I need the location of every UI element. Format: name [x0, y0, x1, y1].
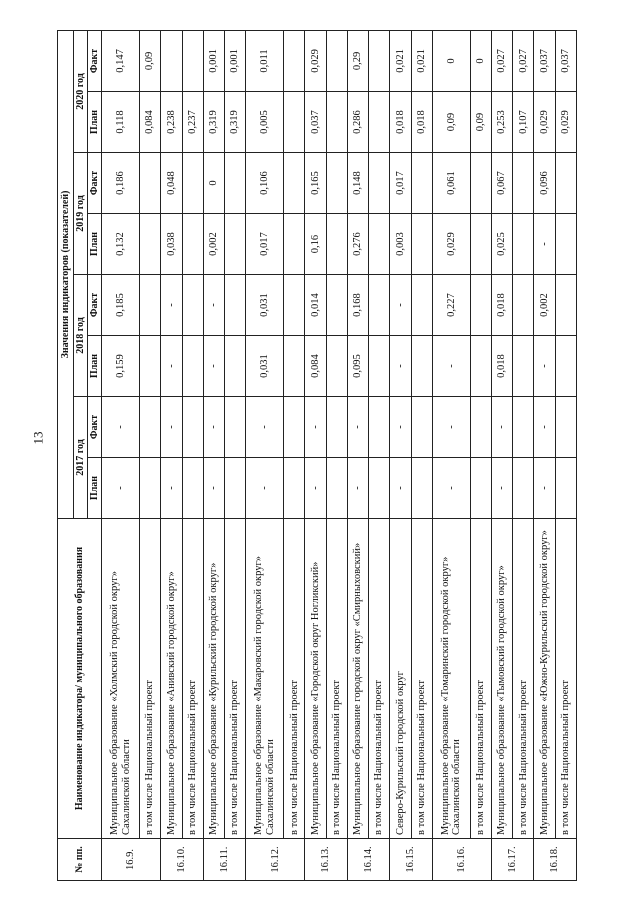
value-cell: [470, 336, 491, 397]
value-cell: [513, 153, 534, 214]
table-subrow: [326, 30, 347, 880]
value-cell: [555, 397, 576, 458]
value-cell: [284, 153, 305, 214]
value-cell: [369, 458, 390, 519]
value-cell: [284, 30, 305, 91]
value-cell: 0,118: [102, 92, 140, 153]
value-cell: 0,29: [347, 30, 368, 91]
table-row: [390, 30, 411, 880]
rotated-table-wrapper: [57, 31, 577, 881]
municipality-name: Муниципальное образование «Макаровский городской округ» Сахалинской области: [246, 519, 284, 839]
value-cell: -: [102, 458, 140, 519]
header-plan: План: [88, 458, 102, 519]
value-cell: [555, 336, 576, 397]
value-cell: 0,003: [390, 214, 411, 275]
value-cell: [411, 397, 432, 458]
value-cell: -: [390, 458, 411, 519]
value-cell: -: [390, 397, 411, 458]
value-cell: 0,09: [432, 92, 470, 153]
value-cell: 0,037: [555, 30, 576, 91]
value-cell: [182, 275, 203, 336]
value-cell: [224, 397, 245, 458]
value-cell: 0,001: [224, 30, 245, 91]
value-cell: [326, 214, 347, 275]
header-plan: План: [88, 92, 102, 153]
value-cell: [326, 275, 347, 336]
value-cell: [555, 275, 576, 336]
national-project-label: в том числе Национальный проект: [470, 519, 491, 839]
value-cell: [182, 336, 203, 397]
value-cell: [470, 458, 491, 519]
value-cell: [284, 275, 305, 336]
value-cell: [513, 336, 534, 397]
row-number: 16.10.: [161, 839, 203, 881]
row-number: 16.16.: [432, 839, 491, 881]
table-subrow: [513, 30, 534, 880]
national-project-label: в том числе Национальный проект: [182, 519, 203, 839]
value-cell: 0,031: [246, 336, 284, 397]
value-cell: [369, 214, 390, 275]
value-cell: [470, 397, 491, 458]
value-cell: -: [534, 458, 555, 519]
value-cell: [470, 153, 491, 214]
value-cell: -: [161, 275, 182, 336]
value-cell: [326, 397, 347, 458]
value-cell: [284, 458, 305, 519]
municipality-name: Муниципальное образование «Тымовский городской округ»: [492, 519, 513, 839]
value-cell: 0,027: [513, 30, 534, 91]
value-cell: -: [347, 458, 368, 519]
table-row: [246, 30, 284, 880]
value-cell: 0,185: [102, 275, 140, 336]
value-cell: 0,16: [305, 214, 326, 275]
value-cell: [224, 336, 245, 397]
row-number: 16.15.: [390, 839, 432, 881]
value-cell: 0: [432, 30, 470, 91]
header-values: Значения индикаторов (показателей): [58, 30, 74, 518]
header-num: № пп.: [58, 839, 102, 881]
header-fact: Факт: [88, 275, 102, 336]
municipality-name: Северо-Курильский городской округ: [390, 519, 411, 839]
value-cell: 0,021: [411, 30, 432, 91]
table-subrow: [555, 30, 576, 880]
value-cell: -: [203, 275, 224, 336]
value-cell: -: [492, 397, 513, 458]
value-cell: -: [161, 458, 182, 519]
value-cell: 0,107: [513, 92, 534, 153]
value-cell: -: [534, 397, 555, 458]
value-cell: -: [390, 275, 411, 336]
value-cell: 0,165: [305, 153, 326, 214]
value-cell: [140, 336, 161, 397]
page-number: 13: [30, 431, 46, 445]
value-cell: [326, 30, 347, 91]
value-cell: [224, 153, 245, 214]
value-cell: [182, 397, 203, 458]
value-cell: -: [161, 397, 182, 458]
value-cell: [369, 92, 390, 153]
header-fact: Факт: [88, 153, 102, 214]
value-cell: 0,159: [102, 336, 140, 397]
value-cell: 0,017: [246, 214, 284, 275]
value-cell: 0,253: [492, 92, 513, 153]
row-number: 16.9.: [102, 839, 161, 881]
value-cell: [182, 153, 203, 214]
value-cell: [161, 30, 182, 91]
value-cell: 0,011: [246, 30, 284, 91]
value-cell: 0,031: [246, 275, 284, 336]
header-year-2019: 2019 год: [74, 153, 88, 275]
value-cell: [284, 336, 305, 397]
value-cell: [411, 153, 432, 214]
municipality-name: Муниципальное образование «Южно-Курильский городской округ»: [534, 519, 555, 839]
value-cell: -: [492, 458, 513, 519]
value-cell: [411, 458, 432, 519]
value-cell: 0,067: [492, 153, 513, 214]
value-cell: 0,029: [555, 92, 576, 153]
value-cell: 0,038: [161, 214, 182, 275]
value-cell: [411, 336, 432, 397]
national-project-label: в том числе Национальный проект: [555, 519, 576, 839]
value-cell: -: [203, 336, 224, 397]
value-cell: [182, 30, 203, 91]
value-cell: [555, 153, 576, 214]
value-cell: [224, 458, 245, 519]
value-cell: 0,018: [390, 92, 411, 153]
value-cell: 0,09: [140, 30, 161, 91]
value-cell: 0,048: [161, 153, 182, 214]
value-cell: [140, 458, 161, 519]
national-project-label: в том числе Национальный проект: [326, 519, 347, 839]
value-cell: 0,147: [102, 30, 140, 91]
municipality-name: Муниципальное образование «Курильский городской округ»: [203, 519, 224, 839]
row-number: 16.14.: [347, 839, 389, 881]
national-project-label: в том числе Национальный проект: [513, 519, 534, 839]
value-cell: [140, 214, 161, 275]
table-row: [432, 30, 470, 880]
value-cell: 0,037: [534, 30, 555, 91]
table-subrow: [182, 30, 203, 880]
value-cell: [555, 458, 576, 519]
value-cell: 0,09: [470, 92, 491, 153]
value-cell: -: [432, 458, 470, 519]
value-cell: [369, 275, 390, 336]
value-cell: -: [305, 458, 326, 519]
municipality-name: Муниципальное образование «Томаринский городской округ» Сахалинской области: [432, 519, 470, 839]
value-cell: 0,018: [492, 275, 513, 336]
value-cell: -: [203, 458, 224, 519]
value-cell: 0,029: [305, 30, 326, 91]
municipality-name: Муниципальное образование «Анивский городской округ»: [161, 519, 182, 839]
value-cell: 0,237: [182, 92, 203, 153]
municipality-name: Муниципальное образование городской округ «Смирныховский»: [347, 519, 368, 839]
value-cell: [513, 275, 534, 336]
value-cell: -: [102, 397, 140, 458]
value-cell: [326, 336, 347, 397]
municipality-name: Муниципальное образование «Городской округ Ногликский»: [305, 519, 326, 839]
value-cell: [513, 397, 534, 458]
header-year-2017: 2017 год: [74, 397, 88, 519]
value-cell: 0,027: [492, 30, 513, 91]
value-cell: [224, 214, 245, 275]
value-cell: [284, 214, 305, 275]
table-subrow: [369, 30, 390, 880]
value-cell: 0,061: [432, 153, 470, 214]
value-cell: 0,002: [203, 214, 224, 275]
value-cell: [369, 336, 390, 397]
table-row: [347, 30, 368, 880]
value-cell: 0,168: [347, 275, 368, 336]
table-row: [534, 30, 555, 880]
row-number: 16.17.: [492, 839, 534, 881]
value-cell: -: [305, 397, 326, 458]
value-cell: 0,029: [534, 92, 555, 153]
value-cell: [555, 214, 576, 275]
table-row: [305, 30, 326, 880]
value-cell: 0,319: [203, 92, 224, 153]
value-cell: [224, 275, 245, 336]
row-number: 16.13.: [305, 839, 347, 881]
value-cell: 0,014: [305, 275, 326, 336]
table-row: [161, 30, 182, 880]
value-cell: 0,286: [347, 92, 368, 153]
value-cell: [411, 214, 432, 275]
table-subrow: [411, 30, 432, 880]
value-cell: 0,029: [432, 214, 470, 275]
value-cell: 0,095: [347, 336, 368, 397]
table-row: [102, 30, 140, 880]
value-cell: 0,238: [161, 92, 182, 153]
table-subrow: [140, 30, 161, 880]
header-fact: Факт: [88, 397, 102, 458]
value-cell: 0,096: [534, 153, 555, 214]
value-cell: 0,276: [347, 214, 368, 275]
table-row: [203, 30, 224, 880]
value-cell: [284, 92, 305, 153]
value-cell: 0,001: [203, 30, 224, 91]
header-plan: План: [88, 336, 102, 397]
value-cell: [182, 458, 203, 519]
table-subrow: [284, 30, 305, 880]
value-cell: 0: [470, 30, 491, 91]
value-cell: -: [161, 336, 182, 397]
value-cell: 0,148: [347, 153, 368, 214]
value-cell: -: [432, 336, 470, 397]
header-plan: План: [88, 214, 102, 275]
value-cell: [513, 214, 534, 275]
value-cell: 0: [203, 153, 224, 214]
row-number: 16.11.: [203, 839, 245, 881]
value-cell: -: [246, 458, 284, 519]
national-project-label: в том числе Национальный проект: [224, 519, 245, 839]
value-cell: [140, 397, 161, 458]
value-cell: [411, 275, 432, 336]
value-cell: -: [246, 397, 284, 458]
table-row: [492, 30, 513, 880]
indicators-table: [57, 30, 577, 881]
value-cell: [182, 214, 203, 275]
table-subrow: [470, 30, 491, 880]
national-project-label: в том числе Национальный проект: [140, 519, 161, 839]
value-cell: 0,021: [390, 30, 411, 91]
value-cell: [140, 153, 161, 214]
value-cell: -: [432, 397, 470, 458]
value-cell: [326, 153, 347, 214]
value-cell: -: [390, 336, 411, 397]
national-project-label: в том числе Национальный проект: [411, 519, 432, 839]
value-cell: 0,106: [246, 153, 284, 214]
value-cell: 0,017: [390, 153, 411, 214]
value-cell: [140, 275, 161, 336]
national-project-label: в том числе Национальный проект: [369, 519, 390, 839]
value-cell: 0,037: [305, 92, 326, 153]
national-project-label: в том числе Национальный проект: [284, 519, 305, 839]
header-year-2018: 2018 год: [74, 275, 88, 397]
header-year-2020: 2020 год: [74, 30, 88, 152]
value-cell: 0,084: [305, 336, 326, 397]
value-cell: 0,005: [246, 92, 284, 153]
value-cell: [513, 458, 534, 519]
value-cell: [284, 397, 305, 458]
value-cell: -: [534, 214, 555, 275]
header-name: Наименование индикатора/ муниципального образования: [58, 519, 102, 839]
value-cell: 0,002: [534, 275, 555, 336]
value-cell: [369, 30, 390, 91]
value-cell: 0,084: [140, 92, 161, 153]
value-cell: 0,227: [432, 275, 470, 336]
value-cell: 0,319: [224, 92, 245, 153]
value-cell: 0,132: [102, 214, 140, 275]
table-subrow: [224, 30, 245, 880]
value-cell: 0,186: [102, 153, 140, 214]
value-cell: [326, 92, 347, 153]
value-cell: [369, 153, 390, 214]
value-cell: [326, 458, 347, 519]
value-cell: 0,018: [492, 336, 513, 397]
value-cell: 0,018: [411, 92, 432, 153]
row-number: 16.12.: [246, 839, 305, 881]
value-cell: [470, 214, 491, 275]
value-cell: -: [347, 397, 368, 458]
value-cell: -: [534, 336, 555, 397]
row-number: 16.18.: [534, 839, 577, 881]
value-cell: -: [203, 397, 224, 458]
municipality-name: Муниципальное образование «Холмский городской округ» Сахалинской области: [102, 519, 140, 839]
value-cell: [369, 397, 390, 458]
header-fact: Факт: [88, 30, 102, 91]
value-cell: 0,025: [492, 214, 513, 275]
value-cell: [470, 275, 491, 336]
